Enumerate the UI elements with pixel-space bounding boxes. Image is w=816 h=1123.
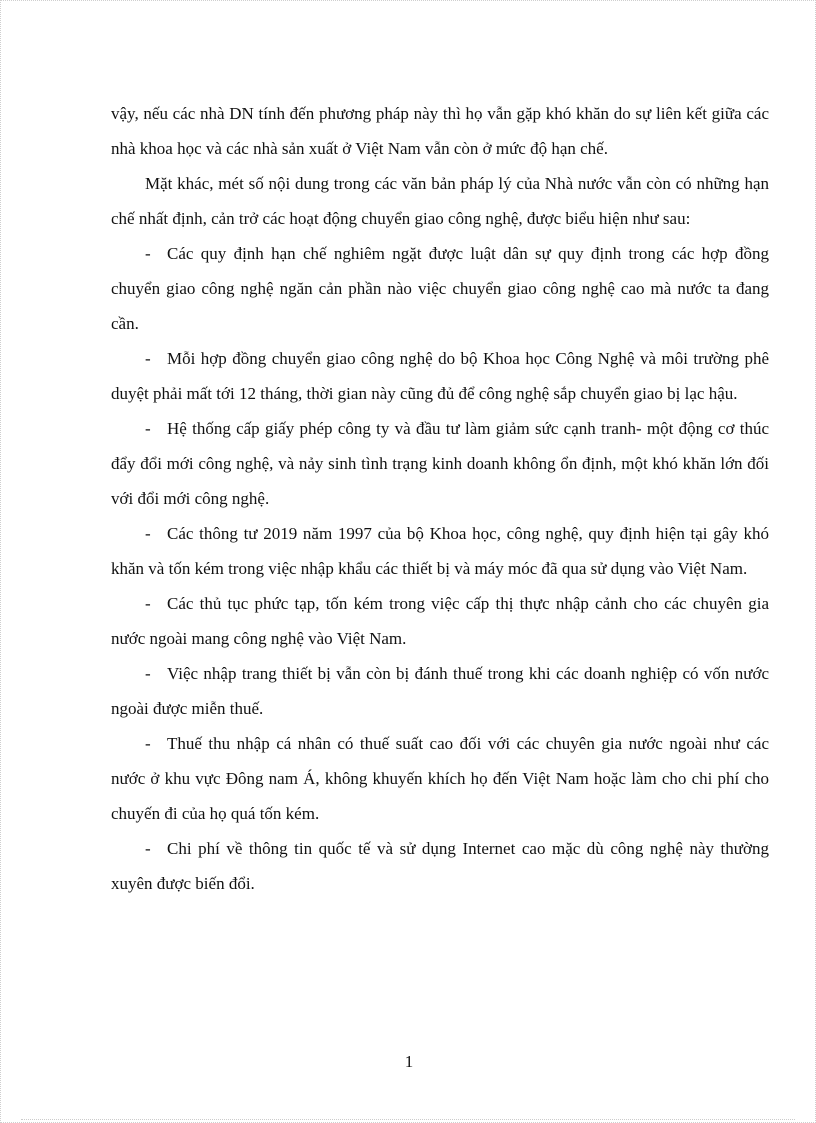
list-item [111,586,769,656]
paragraph-intro: Mặt khác, mét số nội dung trong các văn bản pháp lý của Nhà nước vẫn còn có những hạn chế nhất định, cản trở các hoạt động chuyển giao công nghệ, được biểu hiện như sau: [111,174,769,228]
bullet-dash: - [145,524,151,543]
bullet-dash: - [145,594,151,613]
page-body [111,96,769,901]
page-bottom-divider [21,1119,795,1120]
list-item [111,516,769,586]
bullet-dash: - [145,734,151,753]
list-item-text: Mỗi hợp đồng chuyển giao công nghệ do bộ Khoa học Công Nghệ và môi trường phê duyệt phải mất tới 12 tháng, thời gian này cũng đủ để công nghệ sắp chuyển giao bị lạc hậu. [111,349,769,403]
list-item [111,341,769,411]
list-item-text: Các quy định hạn chế nghiêm ngặt được luật dân sự quy định trong các hợp đồng chuyển giao công nghệ ngăn cản phần nào việc chuyển giao công nghệ cao mà nước ta đang cần. [111,244,769,333]
bullet-dash: - [145,839,151,858]
paragraph-continuation: vậy, nếu các nhà DN tính đến phương pháp này thì họ vẫn gặp khó khăn do sự liên kết giữa các nhà khoa học và các nhà sản xuất ở Việt Nam vẫn còn ở mức độ hạn chế. [111,104,769,158]
bullet-dash: - [145,419,151,438]
bullet-dash: - [145,664,151,683]
list-item [111,411,769,516]
page-number: 1 [404,1052,414,1071]
list-item-text: Các thủ tục phức tạp, tốn kém trong việc cấp thị thực nhập cảnh cho các chuyên gia nước ngoài mang công nghệ vào Việt Nam. [111,594,769,648]
bullet-dash: - [145,349,151,368]
list-item-text: Việc nhập trang thiết bị vẫn còn bị đánh thuế trong khi các doanh nghiệp có vốn nước ngoài được miễn thuế. [111,664,769,718]
list-item-text: Hệ thống cấp giấy phép công ty và đầu tư làm giảm sức cạnh tranh- một động cơ thúc đẩy đổi mới công nghệ, và nảy sinh tình trạng kinh doanh không ổn định, một khó khăn lớn đối với đổi mới công nghệ. [111,419,769,508]
bullet-dash: - [145,244,151,263]
list-item-text: Các thông tư 2019 năm 1997 của bộ Khoa học, công nghệ, quy định hiện tại gây khó khăn và tốn kém trong việc nhập khẩu các thiết bị và máy móc đã qua sử dụng vào Việt Nam. [111,524,769,578]
list-item-text: Chi phí về thông tin quốc tế và sử dụng Internet cao mặc dù công nghệ này thường xuyên được biến đổi. [111,839,769,893]
list-item [111,831,769,901]
list-item-text: Thuế thu nhập cá nhân có thuế suất cao đối với các chuyên gia nước ngoài như các nước ở khu vực Đông nam Á, không khuyến khích họ đến Việt Nam hoặc làm cho chi phí cho chuyến đi của họ quá tốn kém. [111,734,769,823]
list-item [111,236,769,341]
list-item [111,726,769,831]
list-item [111,656,769,726]
